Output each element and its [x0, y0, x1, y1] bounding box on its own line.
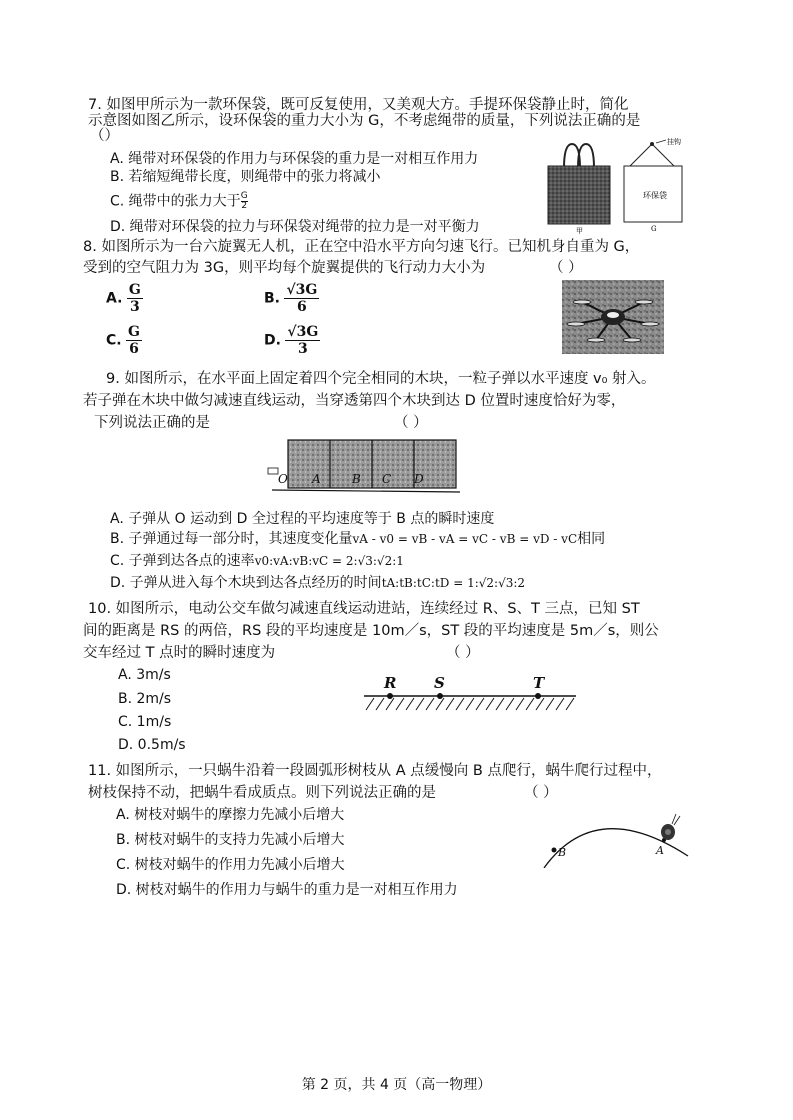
q9-stem-line1: 9. 如图所示，在水平面上固定着四个完全相同的木块，一粒子弹以水平速度 v₀ 射入。 [106, 371, 656, 387]
q8-drone-figure [562, 280, 664, 354]
q9-option-d-formula: tA:tB:tC:tD = 1:√2:√3:2 [381, 576, 526, 590]
q9-stem-line3: 下列说法正确的是 [94, 415, 210, 431]
q10-point-s [437, 693, 443, 699]
q8-option-c: C. $\frac{G}{6}$ [106, 324, 141, 357]
q11-label-b: B [558, 846, 567, 859]
q7-stem-line2: 示意图如图乙所示，设环保袋的重力大小为 G，不考虑绳带的质量，下列说法正确的是 [88, 113, 641, 129]
q8-option-b-fraction: $\frac{√3G}{6}$ [286, 282, 318, 315]
q8-stem-line2: 受到的空气阻力为 3G，则平均每个旋翼提供的飞行动力大小为 [83, 260, 486, 276]
q9-bracket: （ ） [394, 415, 428, 431]
q8-bracket: （ ） [549, 260, 583, 276]
q9-label-c: C [382, 472, 392, 486]
q7-option-d: D. 绳带对环保袋的拉力与环保袋对绳带的拉力是一对平衡力 [110, 219, 480, 235]
q7-stem-line1: 7. 如图甲所示为一款环保袋，既可反复使用，又美观大方。手提环保袋静止时，简化 [88, 97, 629, 113]
q9-label-a: A [312, 472, 321, 486]
q8-option-d-fraction: $\frac{√3G}{3}$ [287, 324, 319, 357]
q10-label-s: S [434, 674, 445, 692]
q8-option-a: A. $\frac{G}{3}$ [106, 282, 141, 315]
q10-stem-line3: 交车经过 T 点时的瞬时速度为 [83, 645, 276, 661]
q10-option-d: D. 0.5m/s [118, 737, 186, 753]
q9-blocks-figure [262, 434, 472, 496]
q7-figure-jia [544, 140, 614, 234]
q10-label-t: T [533, 674, 545, 692]
q9-option-c-formula: v0:vA:vB:vC = 2:√3:√2:1 [254, 554, 404, 568]
q11-bracket: （ ） [524, 785, 558, 801]
q9-option-b: B. 子弹通过每一部分时，其速度变化量vA - v0 = vB - vA = vC - vB = vD - vC相同 [110, 531, 606, 547]
q9-label-o: O [278, 472, 288, 486]
q7-option-b: B. 若缩短绳带长度，则绳带中的张力将减小 [110, 169, 381, 185]
q11-stem-line2: 树枝保持不动，把蜗牛看成质点。则下列说法正确的是 [88, 785, 436, 801]
q10-option-c: C. 1m/s [118, 714, 172, 730]
q9-option-d: D. 子弹从进入每个木块到达各点经历的时间tA:tB:tC:tD = 1:√2:√3:2 [110, 575, 526, 591]
q9-option-a: A. 子弹从 O 运动到 D 全过程的平均速度等于 B 点的瞬时速度 [110, 511, 495, 527]
q11-option-b: B. 树枝对蜗牛的支持力先减小后增大 [116, 832, 345, 848]
q11-point-b [552, 848, 557, 853]
q10-point-r [387, 693, 393, 699]
q7-option-c [110, 192, 248, 211]
q7-fig-g-label: G [651, 225, 657, 233]
q11-option-a: A. 树枝对蜗牛的摩擦力先减小后增大 [116, 807, 345, 823]
q10-stem-line1: 10. 如图所示，电动公交车做匀减速直线运动进站，连续经过 R、S、T 三点，已知 ST [88, 601, 640, 617]
q9-stem-line2: 若子弹在木块中做匀减速直线运动，当穿透第四个木块到达 D 位置时速度恰好为零， [83, 393, 626, 409]
q7-fig-bag-text: 环保袋 [643, 191, 667, 200]
q11-branch-figure [536, 806, 696, 868]
q7-option-c-text: C. 绳带中的张力大于 [110, 193, 241, 210]
q8-option-a-fraction: $\frac{G}{3}$ [128, 282, 141, 315]
q10-label-r: R [384, 674, 397, 692]
q9-option-b-formula: vA - v0 = vB - vA = vC - vB = vD - vC [352, 532, 578, 546]
q7-option-c-fraction: $\frac{G}{2}$ [240, 191, 248, 211]
page-footer: 第 2 页，共 4 页（高一物理） [301, 1077, 492, 1093]
q10-point-t [535, 693, 541, 699]
q11-stem-line1: 11. 如图所示，一只蜗牛沿着一段圆弧形树枝从 A 点缓慢向 B 点爬行，蜗牛爬行过程中， [88, 763, 662, 779]
q10-stem-line2: 间的距离是 RS 的两倍，RS 段的平均速度是 10m／s，ST 段的平均速度是 5m／s，则公 [83, 623, 659, 639]
q11-option-d: D. 树枝对蜗牛的作用力与蜗牛的重力是一对相互作用力 [116, 882, 458, 898]
q7-fig-jia-label: 甲 [576, 227, 583, 234]
q11-option-c: C. 树枝对蜗牛的作用力先减小后增大 [116, 857, 345, 873]
q8-option-b: B. $\frac{√3G}{6}$ [264, 282, 318, 315]
q10-road-figure [360, 672, 580, 716]
q8-stem-line1: 8. 如图所示为一台六旋翼无人机，正在空中沿水平方向匀速飞行。已知机身自重为 G， [83, 239, 640, 255]
q7-bracket: （） [90, 128, 119, 144]
q9-label-b: B [352, 472, 361, 486]
q7-fig-hook-label: 挂钩 [667, 138, 681, 146]
q10-option-b: B. 2m/s [118, 691, 172, 707]
q9-option-c: C. 子弹到达各点的速率v0:vA:vB:vC = 2:√3:√2:1 [110, 553, 404, 569]
snail-icon [661, 814, 680, 840]
q10-bracket: （ ） [446, 645, 480, 661]
q8-option-c-fraction: $\frac{G}{6}$ [128, 324, 141, 357]
q9-label-d: D [414, 472, 424, 486]
q8-option-d: D. $\frac{√3G}{3}$ [264, 324, 319, 357]
q11-label-a: A [656, 844, 664, 857]
q10-option-a: A. 3m/s [118, 667, 171, 683]
q7-option-a: A. 绳带对环保袋的作用力与环保袋的重力是一对相互作用力 [110, 151, 479, 167]
q7-figure-yi [616, 138, 696, 234]
